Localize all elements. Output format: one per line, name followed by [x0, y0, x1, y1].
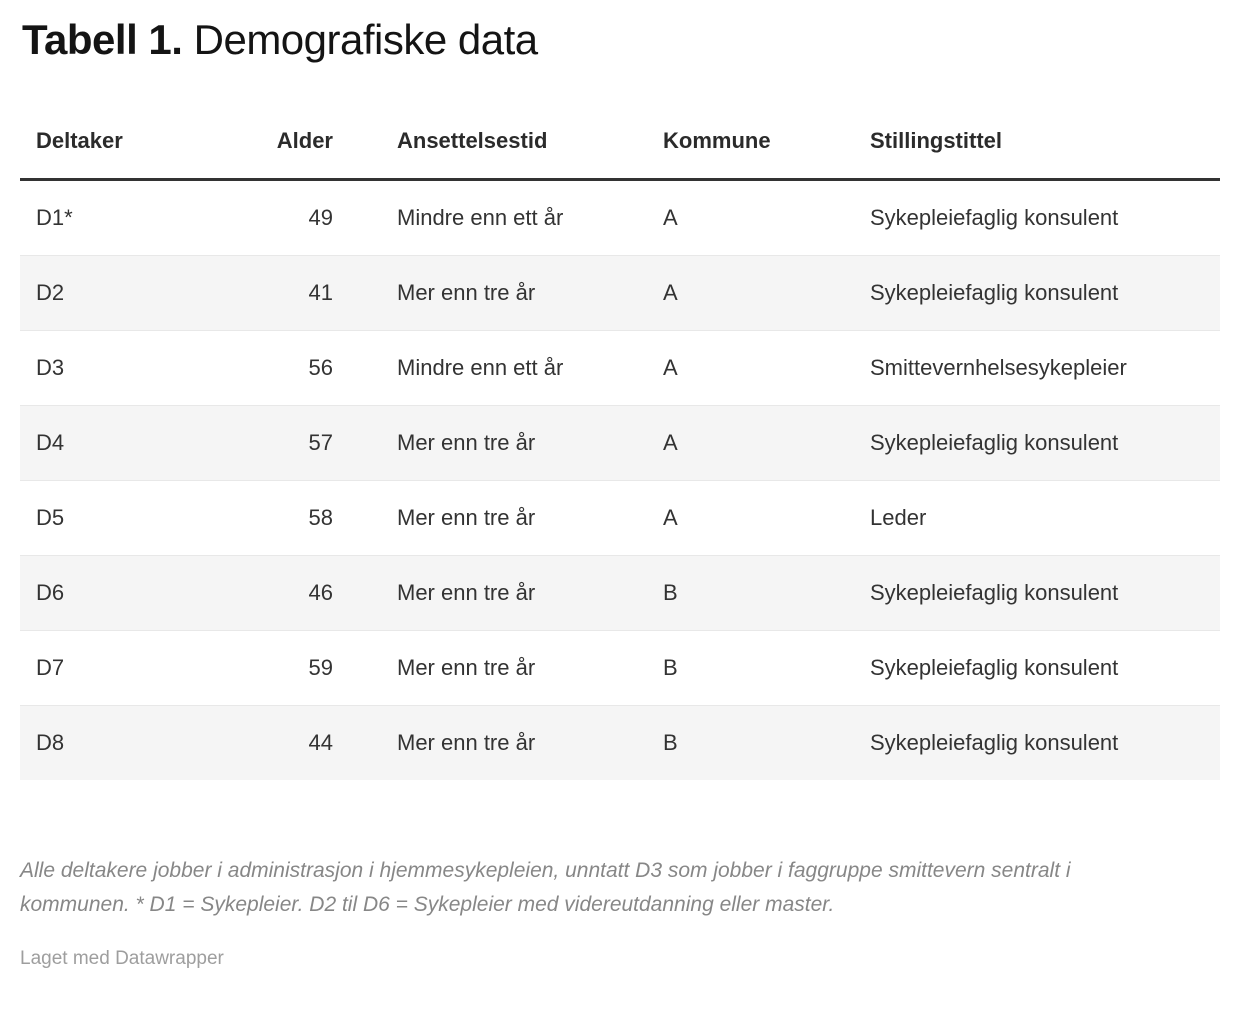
column-header-ansettelsestid: Ansettelsestid: [349, 114, 647, 180]
cell-text: Mer enn tre år: [397, 280, 536, 305]
cell-stillingstittel: Sykepleiefaglig konsulent: [870, 205, 1119, 230]
header-row: [20, 114, 1220, 180]
cell-deltaker: D5: [20, 481, 250, 556]
cell-stillingstittel: Sykepleiefaglig konsulent: [854, 256, 1220, 331]
table-footnote: Alle deltakere jobber i administrasjon i hjemmesykepleien, unntatt D3 som jobber i faggruppe smittevern sentralt i kommunen. * D1 = Sykepleier. D2 til D6 = Sykepleier med videreutdanning eller master.: [20, 859, 1071, 916]
cell-text: Mindre enn ett år: [397, 205, 564, 230]
cell-ansettelsestid: [349, 331, 647, 406]
table-row: [20, 406, 1220, 481]
table-number-label: Tabell 1.: [22, 16, 183, 63]
cell-ansettelsestid: [349, 556, 647, 631]
cell-kommune: B: [647, 631, 854, 706]
table-body: [20, 180, 1220, 781]
cell-alder: 46: [250, 556, 349, 631]
cell-ansettelsestid: [349, 481, 647, 556]
cell-ansettelsestid: [349, 256, 647, 331]
cell-stillingstittel: Sykepleiefaglig konsulent: [854, 556, 1220, 631]
cell-stillingstittel: Sykepleiefaglig konsulent: [854, 406, 1220, 481]
column-header-stillingstittel: Stillingstittel: [854, 114, 1220, 180]
cell-text: Mer enn tre år: [397, 730, 536, 755]
cell-stillingstittel: Leder: [854, 481, 1220, 556]
table-title-text: Demografiske data: [193, 16, 538, 63]
table-row: [20, 556, 1220, 631]
cell-deltaker: D2: [20, 256, 250, 331]
cell-kommune: A: [663, 205, 678, 230]
cell-stillingstittel: Sykepleiefaglig konsulent: [854, 706, 1220, 781]
table-row: [20, 331, 1220, 406]
cell-deltaker: D4: [20, 406, 250, 481]
cell-kommune: A: [647, 331, 854, 406]
table-row: [20, 631, 1220, 706]
cell-deltaker: D7: [20, 631, 250, 706]
cell-ansettelsestid: [349, 631, 647, 706]
cell-deltaker: D6: [20, 556, 250, 631]
table-row: [20, 706, 1220, 781]
cell-stillingstittel: Smittevernhelsesykepleier: [854, 331, 1220, 406]
page-title: [22, 12, 1220, 68]
cell-kommune: A: [647, 481, 854, 556]
cell-ansettelsestid: [349, 406, 647, 481]
demographics-table: [20, 114, 1220, 780]
table-row: [20, 481, 1220, 556]
cell-alder: 44: [250, 706, 349, 781]
column-header-deltaker: Deltaker: [20, 114, 250, 180]
cell-text: Mindre enn ett år: [397, 355, 564, 380]
cell-deltaker: D1*: [36, 205, 73, 230]
cell-ansettelsestid: [349, 180, 647, 256]
cell-kommune: B: [647, 556, 854, 631]
cell-text: Mer enn tre år: [397, 655, 536, 680]
cell-kommune: A: [647, 256, 854, 331]
cell-deltaker: D3: [20, 331, 250, 406]
cell-alder: 41: [250, 256, 349, 331]
datawrapper-attribution-link[interactable]: Laget med Datawrapper: [20, 948, 224, 969]
cell-kommune: A: [647, 406, 854, 481]
cell-text: Mer enn tre år: [397, 430, 536, 455]
cell-kommune: B: [647, 706, 854, 781]
cell-alder: 58: [250, 481, 349, 556]
table-header: [20, 114, 1220, 180]
column-header-kommune: Kommune: [647, 114, 854, 180]
cell-deltaker: D8: [20, 706, 250, 781]
column-header-alder: Alder: [250, 114, 349, 180]
cell-text: Mer enn tre år: [397, 580, 536, 605]
cell-stillingstittel: Sykepleiefaglig konsulent: [854, 631, 1220, 706]
cell-alder: 59: [250, 631, 349, 706]
cell-alder: 56: [250, 331, 349, 406]
table-row: [20, 180, 1220, 256]
cell-alder: 49: [308, 205, 333, 230]
table-row: [20, 256, 1220, 331]
cell-ansettelsestid: [349, 706, 647, 781]
cell-alder: 57: [250, 406, 349, 481]
cell-text: Mer enn tre år: [397, 505, 536, 530]
